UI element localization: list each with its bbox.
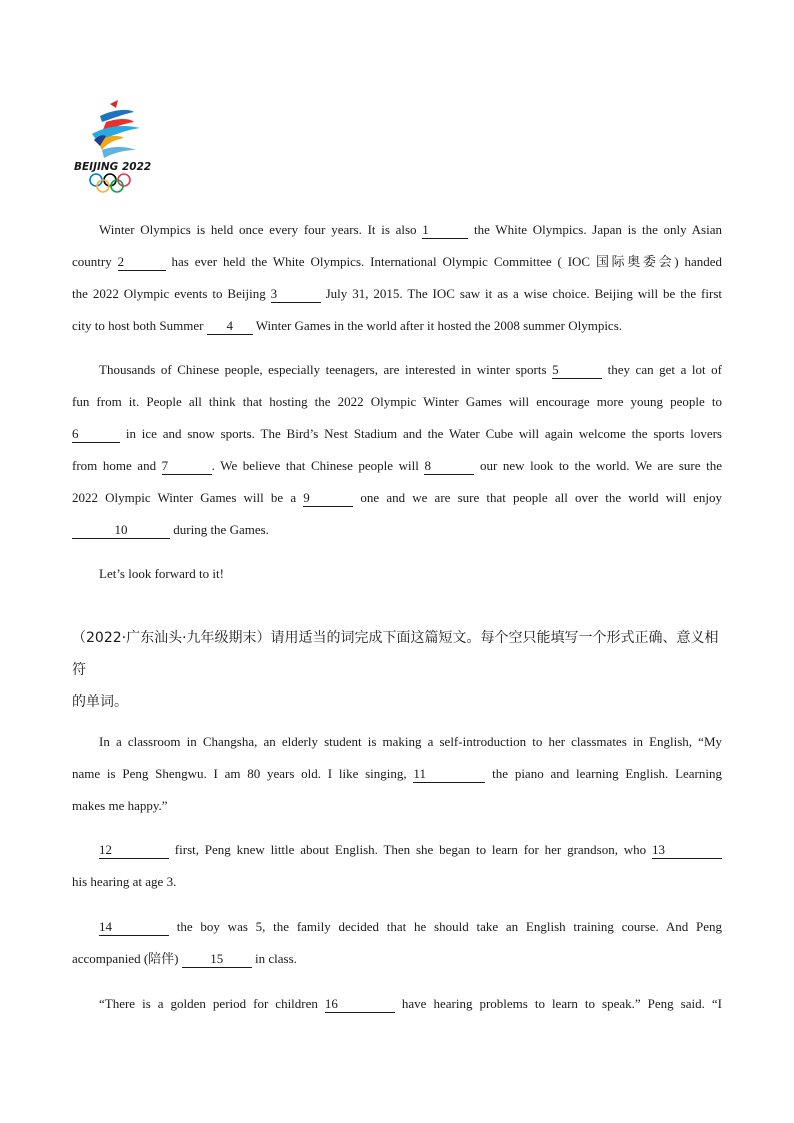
text: makes me happy.” xyxy=(72,798,168,813)
blank-3[interactable]: 3 xyxy=(271,287,321,303)
text: they can get a lot of xyxy=(602,362,722,377)
exercise-instruction xyxy=(72,622,722,718)
text: from home and xyxy=(72,458,162,473)
text: have hearing problems to learn to speak.” Peng said. “I xyxy=(394,996,722,1011)
blank-13[interactable]: 13 xyxy=(652,843,722,859)
text-line xyxy=(72,726,722,758)
passage2-paragraph3 xyxy=(72,911,722,975)
instruction-line: 的单词。 xyxy=(72,694,128,710)
text-line xyxy=(72,450,722,482)
text: the White Olympics. Japan is the only Asian xyxy=(468,222,722,237)
passage2-paragraph2 xyxy=(72,834,722,898)
text-line xyxy=(72,214,722,246)
blank-14[interactable]: 14 xyxy=(99,920,169,936)
text: one and we are sure that people all over the world will enjoy xyxy=(353,490,722,505)
text: the boy was 5, the family decided that he should take an English training course. And Peng xyxy=(169,919,722,934)
logo-text: BEIJING 2022 xyxy=(74,161,152,173)
text-line xyxy=(72,354,722,386)
text-line xyxy=(72,758,722,790)
text: name is Peng Shengwu. I am 80 years old. I like singing, xyxy=(72,766,414,781)
blank-8[interactable]: 8 xyxy=(424,459,474,475)
blank-1[interactable]: 1 xyxy=(422,223,468,239)
text-line xyxy=(72,988,722,1020)
text: our new look to the world. We are sure the xyxy=(474,458,722,473)
text: during the Games. xyxy=(170,522,269,537)
blank-11[interactable]: 11 xyxy=(413,767,485,783)
text: 2022 Olympic Winter Games will be a xyxy=(72,490,304,505)
text: Winter Games in the world after it hosted the 2008 summer Olympics. xyxy=(252,318,623,333)
passage1-paragraph2 xyxy=(72,354,722,546)
passage1-paragraph1 xyxy=(72,214,722,342)
blank-2[interactable]: 2 xyxy=(118,255,166,271)
passage2-paragraph4 xyxy=(72,988,722,1020)
text-line: Let’s look forward to it! xyxy=(99,566,224,581)
blank-5[interactable]: 5 xyxy=(552,363,602,379)
text-line xyxy=(72,278,722,310)
blank-16[interactable]: 16 xyxy=(325,997,395,1013)
passage2-paragraph1 xyxy=(72,726,722,822)
text: Winter Olympics is held once every four years. It is also xyxy=(99,222,423,237)
blank-4[interactable]: 4 xyxy=(207,319,253,335)
beijing-2022-logo xyxy=(72,96,156,196)
text-line xyxy=(72,418,722,450)
text-line xyxy=(72,790,722,822)
text: fun from it. People all think that hosting the 2022 Olympic Winter Games will encourage more young people to xyxy=(72,394,722,409)
blank-6[interactable]: 6 xyxy=(72,427,120,443)
text: In a classroom in Changsha, an elderly student is making a self-introduction to her classmates in English, “My xyxy=(99,734,722,749)
text: his hearing at age 3. xyxy=(72,874,177,889)
text: 国际奥委会 xyxy=(596,255,675,270)
text-line xyxy=(72,834,722,866)
text: . We believe that Chinese people will xyxy=(211,458,425,473)
text-line xyxy=(72,310,722,342)
passage1-paragraph3 xyxy=(72,558,722,590)
instruction-line: （2022·广东汕头·九年级期末）请用适当的词完成下面这篇短文。每个空只能填写一个形式正确、意义相符 xyxy=(72,630,719,678)
text: has ever held the White Olympics. International Olympic Committee ( IOC xyxy=(165,254,596,269)
text-line xyxy=(72,386,722,418)
text: Thousands of Chinese people, especially teenagers, are interested in winter sports xyxy=(99,362,553,377)
text: country xyxy=(72,254,118,269)
text: ) handed xyxy=(674,254,722,269)
text-line xyxy=(72,866,722,898)
blank-10[interactable]: 10 xyxy=(72,523,170,539)
text: first, Peng knew little about English. Then she began to learn for her grandson, who xyxy=(169,842,652,857)
text: in ice and snow sports. The Bird’s Nest Stadium and the Water Cube will again welcome the sports lovers xyxy=(120,426,722,441)
text-line xyxy=(72,482,722,514)
text-line xyxy=(72,246,722,278)
blank-12[interactable]: 12 xyxy=(99,843,169,859)
text: accompanied ( xyxy=(72,951,149,966)
text: July 31, 2015. The IOC saw it as a wise choice. Beijing will be the first xyxy=(320,286,722,301)
blank-15[interactable]: 15 xyxy=(182,952,252,968)
text: city to host both Summer xyxy=(72,318,207,333)
text-line xyxy=(72,514,722,546)
text: the piano and learning English. Learning xyxy=(485,766,722,781)
text: 陪伴 xyxy=(148,952,175,967)
text-line xyxy=(72,943,722,975)
text: “There is a golden period for children xyxy=(99,996,325,1011)
text: the 2022 Olympic events to Beijing xyxy=(72,286,271,301)
text-line xyxy=(72,911,722,943)
text: in class. xyxy=(251,951,297,966)
blank-9[interactable]: 9 xyxy=(303,491,353,507)
text: ) xyxy=(174,951,182,966)
blank-7[interactable]: 7 xyxy=(162,459,212,475)
